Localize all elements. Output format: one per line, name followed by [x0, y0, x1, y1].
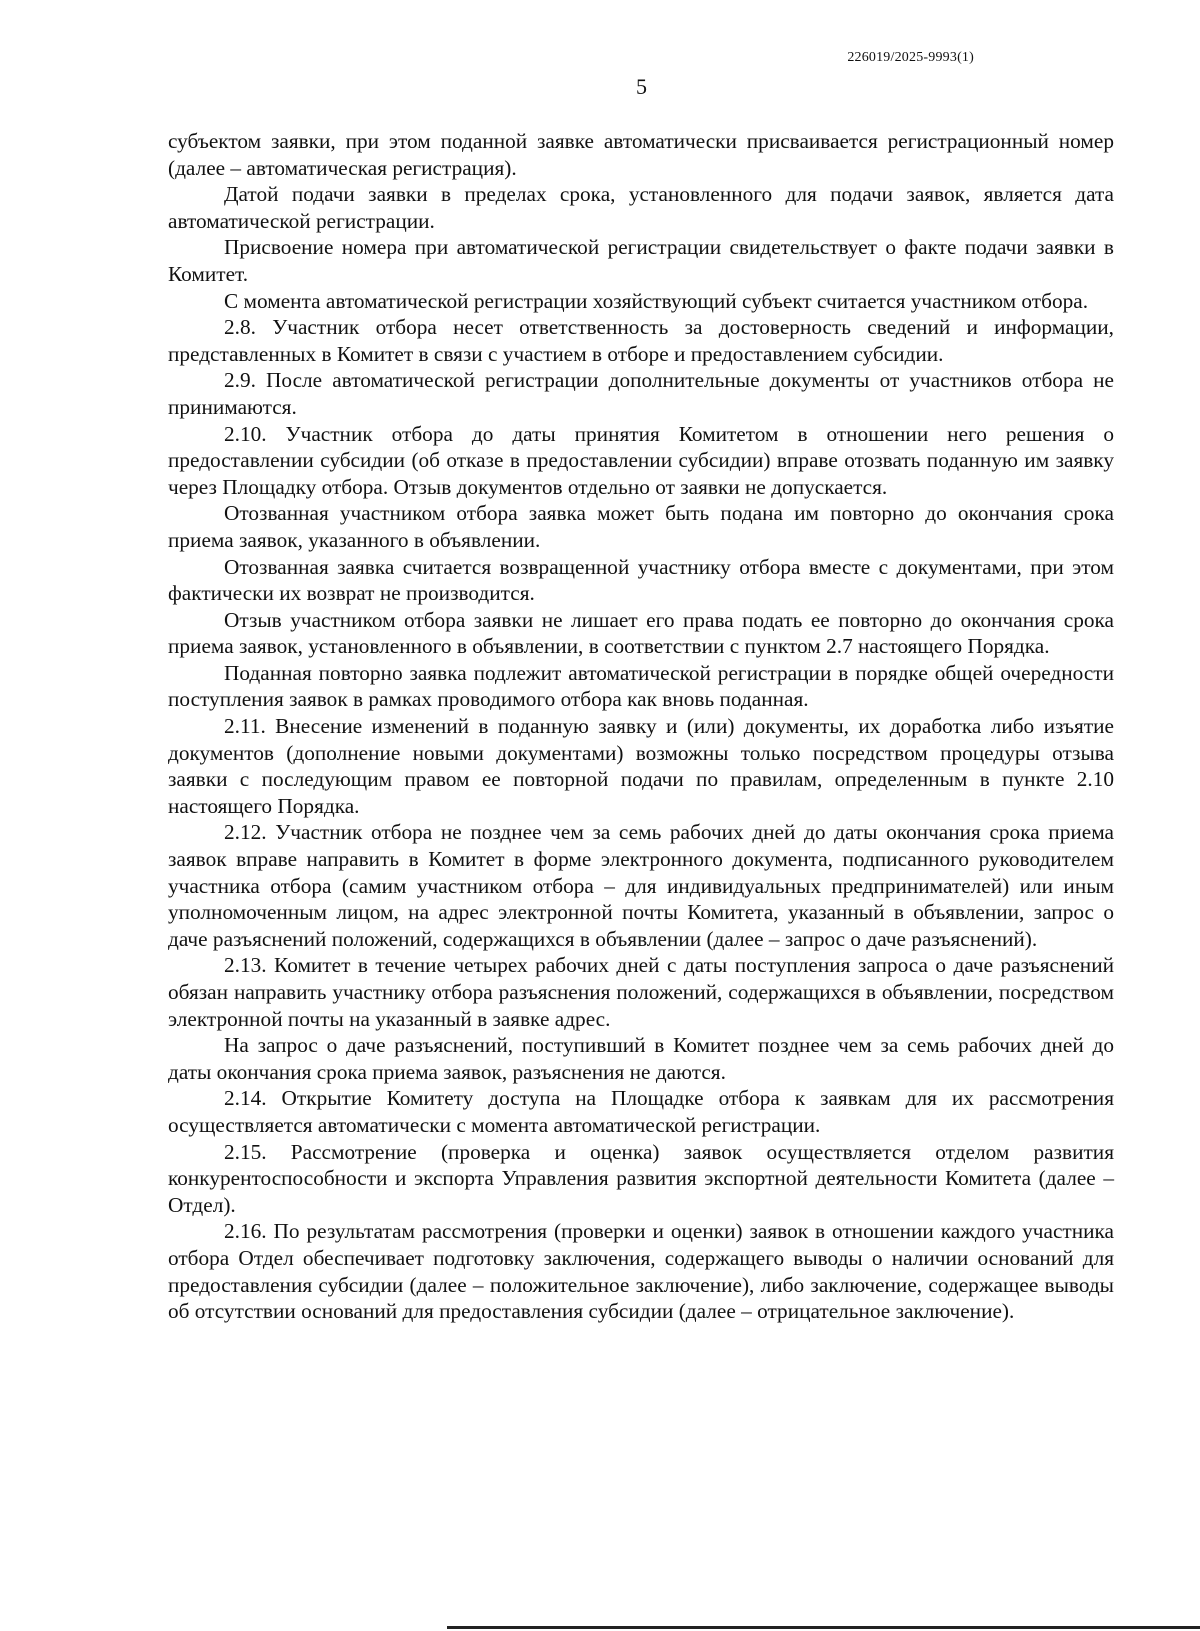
- paragraph: С момента автоматической регистрации хозяйствующий субъект считается участником отбора.: [224, 288, 1089, 313]
- paragraph-2-9: 2.9. После автоматической регистрации дополнительные документы от участников отбора не принимаются.: [168, 368, 1114, 419]
- paragraph-2-12: 2.12. Участник отбора не позднее чем за семь рабочих дней до даты окончания срока приема заявок вправе направить в Комитет в форме электронного документа, подписанного руководителем участника отбора (самим участником отбора – для индивидуальных предпринимателей) или иным уполномоченным лицом, на адрес электронной почты Комитета, указанный в объявлении, запрос о даче разъяснений положений, содержащихся в объявлении (далее – запрос о даче разъяснений).: [168, 820, 1114, 951]
- paragraph-2-8: 2.8. Участник отбора несет ответственность за достоверность сведений и информации, представленных в Комитет в связи с участием в отборе и предоставлением субсидии.: [168, 315, 1114, 366]
- document-body: [168, 128, 1114, 1325]
- page-number: 5: [636, 74, 647, 99]
- paragraph: Присвоение номера при автоматической регистрации свидетельствует о факте подачи заявки в Комитет.: [168, 235, 1114, 286]
- paragraph-2-10: 2.10. Участник отбора до даты принятия Комитетом в отношении него решения о предоставлении субсидии (об отказе в предоставлении субсидии) вправе отозвать поданную им заявку через Площадку отбора. Отзыв документов отдельно от заявки не допускается.: [168, 421, 1114, 499]
- paragraph-2-15: 2.15. Рассмотрение (проверка и оценка) заявок осуществляется отделом развития конкурентоспособности и экспорта Управления развития экспортной деятельности Комитета (далее – Отдел).: [168, 1139, 1114, 1217]
- paragraph-2-16: 2.16. По результатам рассмотрения (проверки и оценки) заявок в отношении каждого участника отбора Отдел обеспечивает подготовку заключения, содержащего выводы о наличии оснований для предоставления субсидии (далее – положительное заключение), либо заключение, содержащее выводы об отсутствии оснований для предоставления субсидии (далее – отрицательное заключение).: [168, 1219, 1114, 1324]
- paragraph: Отозванная заявка считается возвращенной участнику отбора вместе с документами, при этом фактически их возврат не производится.: [168, 554, 1114, 606]
- paragraph: Отзыв участником отбора заявки не лишает его права подать ее повторно до окончания срока приема заявок, установленного в объявлении, в соответствии с пунктом 2.7 настоящего Порядка.: [168, 607, 1114, 659]
- paragraph: На запрос о даче разъяснений, поступивший в Комитет позднее чем за семь рабочих дней до даты окончания срока приема заявок, разъяснения не даются.: [168, 1033, 1114, 1084]
- paragraph-2-13: 2.13. Комитет в течение четырех рабочих дней с даты поступления запроса о даче разъяснений обязан направить участнику отбора разъяснения положений, содержащихся в объявлении, посредством электронной почты на указанный в заявке адрес.: [168, 953, 1114, 1031]
- paragraph: субъектом заявки, при этом поданной заявке автоматически присваивается регистрационный номер (далее – автоматическая регистрация).: [168, 129, 1114, 180]
- document-registration-number: 226019/2025-9993(1): [847, 50, 974, 65]
- page-bottom-edge-line: [447, 1626, 1200, 1629]
- paragraph-2-11: 2.11. Внесение изменений в поданную заявку и (или) документы, их доработка либо изъятие документов (дополнение новыми документами) возможны только посредством процедуры отзыва заявки с последующим правом ее повторной подачи по правилам, определенным в пункте 2.10 настоящего Порядка.: [168, 714, 1114, 818]
- paragraph: Датой подачи заявки в пределах срока, установленного для подачи заявок, является дата автоматической регистрации.: [168, 182, 1114, 233]
- paragraph-2-14: 2.14. Открытие Комитету доступа на Площадке отбора к заявкам для их рассмотрения осуществляется автоматически с момента автоматической регистрации.: [168, 1086, 1114, 1137]
- paragraph: Поданная повторно заявка подлежит автоматической регистрации в порядке общей очередности поступления заявок в рамках проводимого отбора как вновь поданная.: [168, 660, 1114, 712]
- paragraph: Отозванная участником отбора заявка может быть подана им повторно до окончания срока приема заявок, указанного в объявлении.: [168, 501, 1114, 552]
